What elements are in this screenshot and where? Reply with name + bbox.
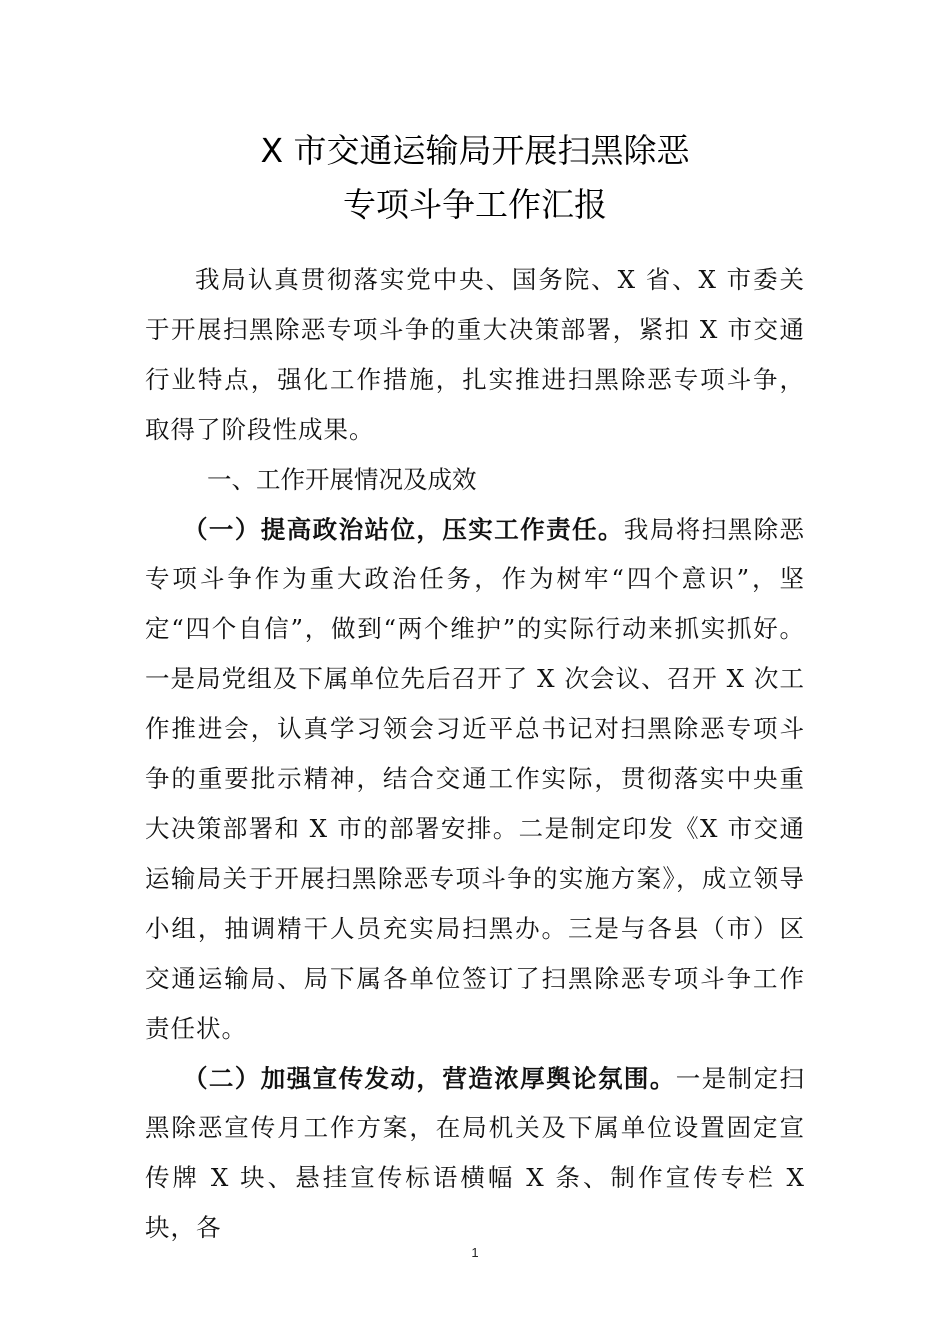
document-body [145,255,805,1253]
item-text-2: 一是制定扫黑除恶宣传月工作方案，在局机关及下属单位设置固定宣传牌 X 块、悬挂宣传标语横幅 X 条、制作宣传专栏 X 块，各 [145,1063,806,1243]
intro-paragraph: 我局认真贯彻落实党中央、国务院、X 省、X 市委关于开展扫黑除恶专项斗争的重大决策部署，紧扣 X 市交通行业特点，强化工作措施，扎实推进扫黑除恶专项斗争，取得了阶段性成果。 [145,265,805,444]
item-lead-1: （一）提高政治站位，压实工作责任。 [183,514,624,544]
item-text-1: 我局将扫黑除恶专项斗争作为重大政治任务，作为树牢“四个意识”，坚定“四个自信”，做到“两个维护”的实际行动来抓实抓好。一是局党组及下属单位先后召开了 X 次会议、召开 X 次工作推进会，认真学习领会习近平总书记对扫黑除恶专项斗争的重要批示精神，结合交通工作实际，贯彻落实中央重大决策部署和 X 市的部署安排。二是制定印发《X 市交通运输局关于开展扫黑除恶专项斗争的实施方案》，成立领导小组，抽调精干人员充实局扫黑办。三是与各县（市）区交通运输局、局下属各单位签订了扫黑除恶专项斗争工作责任状。 [145,514,805,1043]
item-paragraph-1 [145,505,805,1054]
document-title-line-2: 专项斗争工作汇报 [343,185,607,224]
item-paragraph-2 [145,1054,805,1254]
document-title-line-1: X 市交通运输局开展扫黑除恶 [260,131,690,170]
section-heading-1: 一、工作开展情况及成效 [207,464,477,494]
page-number: 1 [471,1245,479,1260]
item-lead-2: （二）加强宣传发动，营造浓厚舆论氛围。 [183,1063,676,1093]
